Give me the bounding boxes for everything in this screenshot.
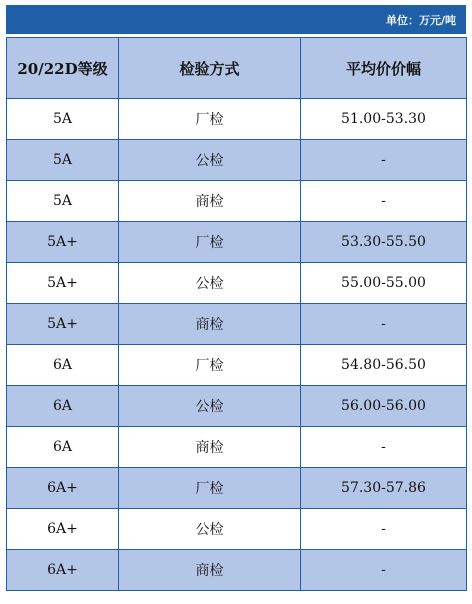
cell-method: 公检 (119, 386, 301, 427)
cell-method: 公检 (119, 263, 301, 304)
cell-grade: 6A (7, 345, 119, 386)
header-price: 平均价价幅 (301, 38, 467, 99)
cell-price: 53.30-55.50 (301, 222, 467, 263)
table-header-row (7, 38, 467, 99)
cell-price: - (301, 140, 467, 181)
unit-bar (6, 5, 466, 34)
cell-price: 51.00-53.30 (301, 99, 467, 140)
cell-method: 公检 (119, 140, 301, 181)
cell-method: 商检 (119, 427, 301, 468)
table-row (7, 509, 467, 550)
header-method: 检验方式 (119, 38, 301, 99)
price-table (6, 37, 467, 591)
table-row (7, 468, 467, 509)
cell-method: 厂检 (119, 222, 301, 263)
cell-method: 商检 (119, 304, 301, 345)
cell-method: 厂检 (119, 99, 301, 140)
table-row (7, 345, 467, 386)
cell-price: - (301, 304, 467, 345)
cell-method: 商检 (119, 550, 301, 591)
cell-method: 商检 (119, 181, 301, 222)
cell-grade: 5A (7, 181, 119, 222)
cell-price: - (301, 181, 467, 222)
table-row (7, 386, 467, 427)
cell-grade: 5A (7, 99, 119, 140)
cell-method: 厂检 (119, 345, 301, 386)
cell-grade: 5A+ (7, 304, 119, 345)
cell-price: - (301, 550, 467, 591)
cell-grade: 6A+ (7, 550, 119, 591)
cell-method: 厂检 (119, 468, 301, 509)
cell-grade: 5A+ (7, 222, 119, 263)
table-row (7, 304, 467, 345)
cell-price: - (301, 509, 467, 550)
cell-price: 57.30-57.86 (301, 468, 467, 509)
unit-label: 单位：万元/吨 (385, 13, 456, 27)
table-row (7, 263, 467, 304)
cell-grade: 6A+ (7, 468, 119, 509)
cell-price: 56.00-56.00 (301, 386, 467, 427)
table-row (7, 222, 467, 263)
cell-grade: 5A (7, 140, 119, 181)
cell-price: 54.80-56.50 (301, 345, 467, 386)
cell-grade: 6A+ (7, 509, 119, 550)
table-row (7, 140, 467, 181)
cell-method: 公检 (119, 509, 301, 550)
table-row (7, 427, 467, 468)
table-row (7, 181, 467, 222)
cell-grade: 6A (7, 386, 119, 427)
cell-grade: 6A (7, 427, 119, 468)
cell-price: 55.00-55.00 (301, 263, 467, 304)
cell-price: - (301, 427, 467, 468)
table-row (7, 99, 467, 140)
table-row (7, 550, 467, 591)
header-grade: 20/22D等级 (7, 38, 119, 99)
cell-grade: 5A+ (7, 263, 119, 304)
